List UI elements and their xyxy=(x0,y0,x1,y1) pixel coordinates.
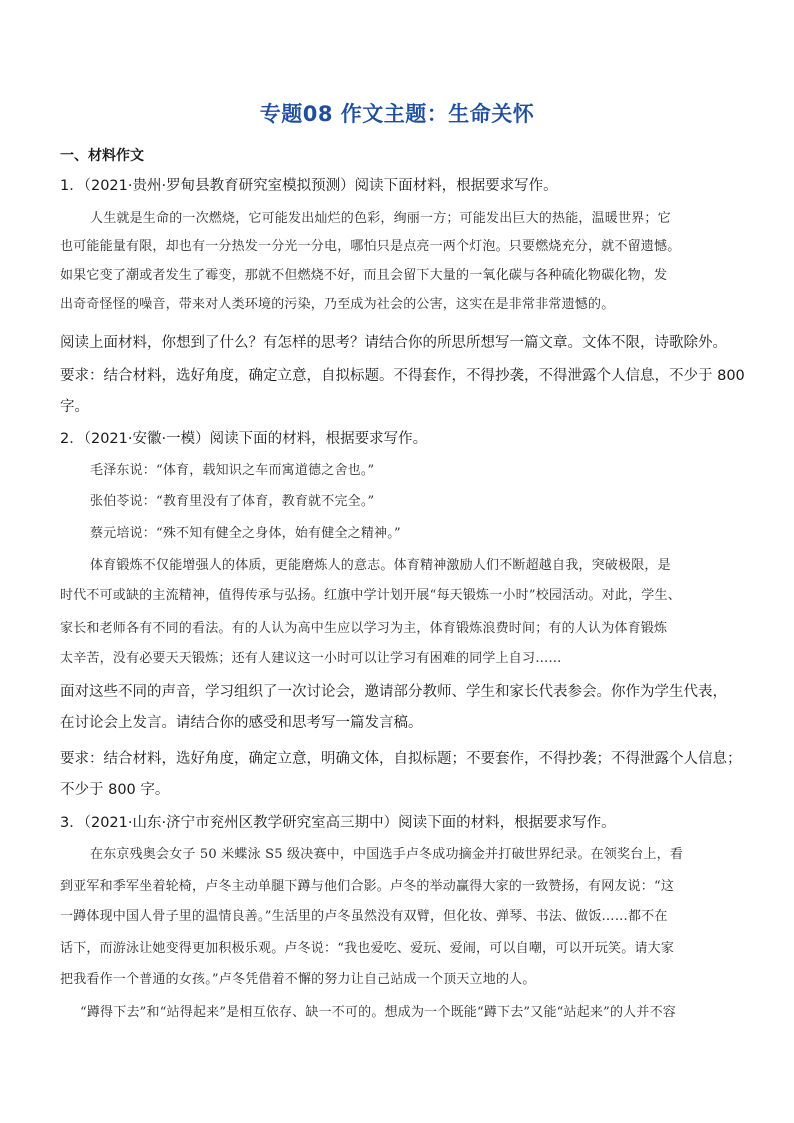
q1-material-line: 人生就是生命的一次燃烧，它可能发出灿烂的色彩，绚丽一方；可能发出巨大的热能，温暖世界；它 xyxy=(90,211,671,226)
q3-material-line: 到亚军和季军坐着轮椅，卢冬主动单腿下蹲与他们合影。卢冬的举动赢得大家的一致赞扬，有网友说：“这 xyxy=(60,879,675,894)
q2-material-line: 体育锻炼不仅能增强人的体质，更能磨炼人的意志。体育精神激励人们不断超越自我，突破极限，是 xyxy=(90,558,671,573)
q2-material-line: 时代不可或缺的主流精神，值得传承与弘扬。红旗中学计划开展“每天锻炼一小时”校园活动。对此，学生、 xyxy=(60,588,681,603)
q2-quote: 毛泽东说：“体育，载知识之车而寓道德之舍也。” xyxy=(90,463,375,478)
q3-material-line: 在东京残奥会女子 50 米蝶泳 S5 级决赛中，中国选手卢冬成功摘金并打破世界纪录。在领奖台上，看 xyxy=(90,847,684,862)
q1-header: 1．（2021·贵州·罗甸县教育研究室模拟预测）阅读下面材料，根据要求写作。 xyxy=(60,178,558,194)
q3-material-line: “蹲得下去”和“站得起来”是相互依存、缺一不可的。想成为一个既能“蹲下去”又能“站起来”的人并不容 xyxy=(80,1005,676,1020)
q1-material-line: 出奇奇怪怪的噪音，带来对人类环境的污染，乃至成为社会的公害，这实在是非常非常遗憾的。 xyxy=(60,297,615,312)
q1-requirement-line: 要求：结合材料，选好角度，确定立意，自拟标题。不得套作，不得抄袭，不得泄露个人信息，不少于 800 xyxy=(60,368,745,384)
q1-material-line: 如果它变了潮或者发生了霉变，那就不但燃烧不好，而且会留下大量的一氧化碳与各种硫化物碳化物，发 xyxy=(60,268,668,283)
q3-material-line: 话下，而游泳让她变得更加积极乐观。卢冬说：“我也爱吃、爱玩、爱闹，可以自嘲，可以开玩笑。请大家 xyxy=(60,941,675,956)
q2-requirement-line: 不少于 800 字。 xyxy=(60,782,170,798)
q2-requirement-line: 要求：结合材料，选好角度，确定立意，明确文体，自拟标题；不要套作，不得抄袭；不得泄露个人信息； xyxy=(60,751,742,767)
q3-material-line: 把我看作一个普通的女孩。”卢冬凭借着不懈的努力让自己站成一个顶天立地的人。 xyxy=(60,972,536,987)
q2-material-line: 太辛苦，没有必要天天锻炼；还有人建议这一小时可以让学习有困难的同学上自习…… xyxy=(60,651,562,666)
q2-prompt-line: 在讨论会上发言。请结合你的感受和思考写一篇发言稿。 xyxy=(60,715,423,731)
q1-material-line: 也可能能量有限，却也有一分热发一分光一分电，哪怕只是点亮一两个灯泡。只要燃烧充分，就不留遗憾。 xyxy=(60,239,681,254)
section-heading: 一、材料作文 xyxy=(60,148,144,164)
page-title: 专题08 作文主题：生命关怀 xyxy=(259,102,535,126)
q2-quote: 张伯苓说：“教育里没有了体育，教育就不完全。” xyxy=(90,494,375,509)
q3-header: 3．（2021·山东·济宁市兖州区教学研究室高三期中）阅读下面的材料，根据要求写作。 xyxy=(60,815,616,831)
q2-header: 2．（2021·安徽·一模）阅读下面的材料，根据要求写作。 xyxy=(60,431,428,447)
q3-material-line: 一蹲体现中国人骨子里的温情良善。”生活里的卢冬虽然没有双臂，但化妆、弹琴、书法、做饭……都不在 xyxy=(60,909,668,924)
q1-requirement-line: 字。 xyxy=(60,399,89,415)
q1-prompt: 阅读上面材料，你想到了什么？有怎样的思考？请结合你的所思所想写一篇文章。文体不限，诗歌除外。 xyxy=(60,335,727,351)
q2-prompt-line: 面对这些不同的声音，学习组织了一次讨论会，邀请部分教师、学生和家长代表参会。你作为学生代表， xyxy=(60,684,727,700)
q2-quote: 蔡元培说：“殊不知有健全之身体，始有健全之精神。” xyxy=(90,526,401,541)
q2-material-line: 家长和老师各有不同的看法。有的人认为高中生应以学习为主，体育锻炼浪费时间；有的人认为体育锻炼 xyxy=(60,621,668,636)
